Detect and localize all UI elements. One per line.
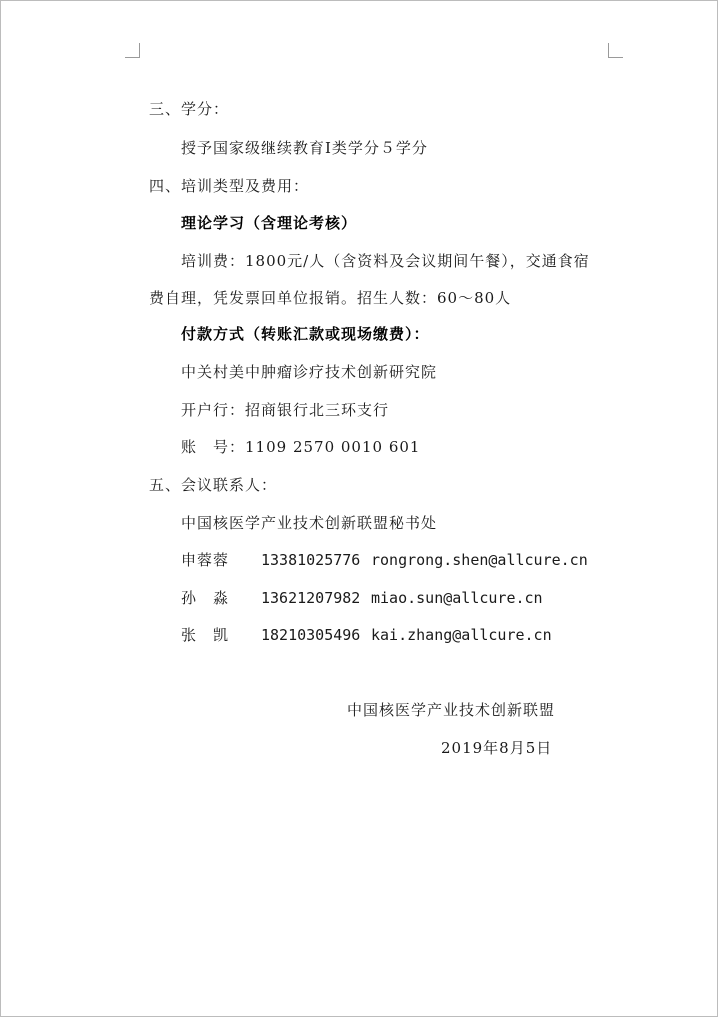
credit-text: 授予国家级继续教育Ⅰ类学分５学分 xyxy=(181,139,428,157)
contact-email: rongrong.shen@allcure.cn xyxy=(371,551,588,569)
payment-subheading: 付款方式（转账汇款或现场缴费）： xyxy=(181,325,430,343)
signature-date: 2019年8月5日 xyxy=(441,739,553,757)
contact-email: miao.sun@allcure.cn xyxy=(371,589,543,607)
section-5-heading: 五、会议联系人： xyxy=(149,476,278,494)
contact-phone: 13621207982 xyxy=(261,589,361,607)
section-4-heading: 四、培训类型及费用： xyxy=(149,177,310,195)
bank-name: 开户行：招商银行北三环支行 xyxy=(181,401,390,419)
contact-email: kai.zhang@allcure.cn xyxy=(371,626,552,644)
contact-name: 孙 淼 xyxy=(181,589,230,607)
contact-phone: 13381025776 xyxy=(261,551,361,569)
contact-name: 张 凯 xyxy=(181,626,230,644)
fee-line-2: 费自理，凭发票回单位报销。招生人数：60～80人 xyxy=(149,289,512,307)
signature-organization: 中国核医学产业技术创新联盟 xyxy=(347,701,556,719)
contact-name: 申蓉蓉 xyxy=(181,551,230,569)
margin-corner-mark-top-left xyxy=(125,43,140,58)
account-number: 账 号：1109 2570 0010 601 xyxy=(181,438,421,456)
account-name: 中关村美中肿瘤诊疗技术创新研究院 xyxy=(181,363,438,381)
fee-line-1: 培训费：1800元/人（含资料及会议期间午餐），交通食宿 xyxy=(181,252,590,270)
contact-row xyxy=(181,588,543,608)
contact-organization: 中国核医学产业技术创新联盟秘书处 xyxy=(181,514,438,532)
contact-row xyxy=(181,550,588,570)
margin-corner-mark-top-right xyxy=(608,43,623,58)
section-3-heading: 三、学分： xyxy=(149,100,230,118)
contact-phone: 18210305496 xyxy=(261,626,361,644)
study-type-subheading: 理论学习（含理论考核） xyxy=(181,214,358,232)
contact-row xyxy=(181,625,552,645)
